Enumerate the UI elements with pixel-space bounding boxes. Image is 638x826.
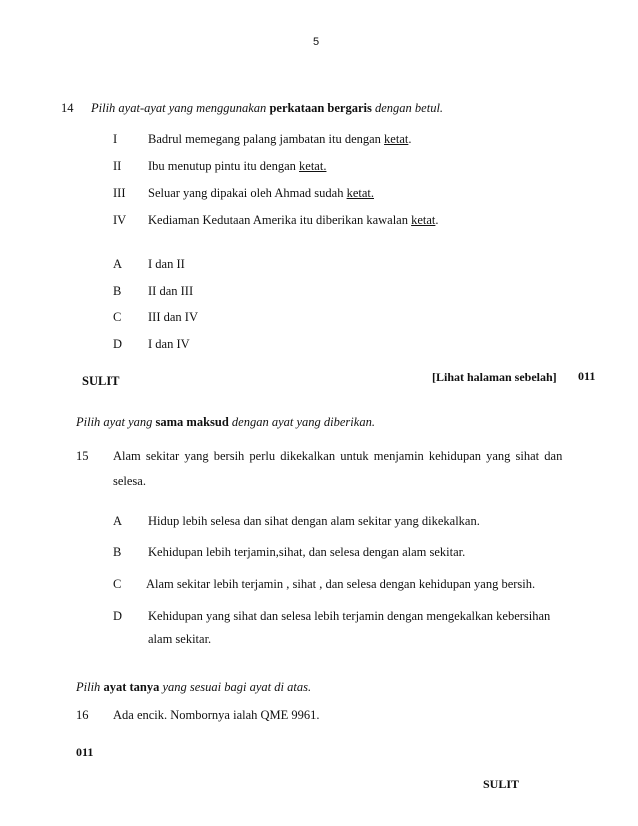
- paper-code: 011: [76, 745, 94, 759]
- q15-option-text: Kehidupan lebih terjamin,sihat, dan selesa dengan alam sekitar.: [148, 545, 466, 559]
- q15-option-label: B: [113, 545, 122, 559]
- q14-instruction-post: dengan betul.: [375, 101, 444, 115]
- question-16-text: Ada encik. Nombornya ialah QME 9961.: [113, 708, 320, 722]
- q14-statement: [148, 159, 326, 174]
- q15-option-text: Alam sekitar lebih terjamin , sihat , dan selesa dengan kehidupan yang bersih.: [146, 577, 536, 591]
- q15-option-text: Hidup lebih selesa dan sihat dengan alam sekitar yang dikekalkan.: [148, 514, 480, 528]
- underlined-word: ketat.: [299, 159, 327, 173]
- section-instruction: [76, 415, 375, 430]
- section-instruction: [76, 680, 311, 695]
- q14-option-label: C: [113, 310, 122, 324]
- question-15-text-cont: selesa.: [113, 474, 146, 488]
- q14-statement-label: IV: [113, 213, 127, 227]
- sulit-mark: SULIT: [82, 374, 120, 388]
- q14-instruction-bold: perkataan bergaris: [269, 101, 372, 115]
- statement-text: Seluar yang dipakai oleh Ahmad sudah: [148, 186, 344, 200]
- q14-statement-label: I: [113, 132, 118, 146]
- statement-end: .: [408, 132, 412, 146]
- q14-option-label: D: [113, 337, 123, 351]
- instruction-pre: Pilih ayat yang: [76, 415, 153, 429]
- question-16-number: 16: [76, 708, 89, 722]
- underlined-word: ketat: [411, 213, 436, 227]
- question-15-number: 15: [76, 449, 89, 463]
- q14-statement-label: II: [113, 159, 122, 173]
- q14-statement: [148, 132, 411, 147]
- next-page-note: [Lihat halaman sebelah]: [432, 370, 557, 384]
- q15-option-text: Kehidupan yang sihat dan selesa lebih terjamin dengan mengekalkan kebersihan: [148, 609, 551, 623]
- question-14-instruction: [91, 101, 443, 116]
- instruction-post: dengan ayat yang diberikan.: [231, 415, 375, 429]
- instruction-bold: sama maksud: [155, 415, 229, 429]
- page-number: 5: [313, 36, 320, 48]
- q14-statement: [148, 213, 439, 228]
- question-14-number: 14: [61, 101, 74, 115]
- statement-text: Ibu menutup pintu itu dengan: [148, 159, 296, 173]
- instruction-bold: ayat tanya: [103, 680, 160, 694]
- q15-option-label: D: [113, 609, 123, 623]
- q14-option-label: A: [113, 257, 123, 271]
- q14-instruction-pre: Pilih ayat-ayat yang menggunakan: [91, 101, 267, 115]
- q15-option-label: A: [113, 514, 123, 528]
- statement-text: Kediaman Kedutaan Amerika itu diberikan kawalan: [148, 213, 408, 227]
- q14-option-label: B: [113, 284, 122, 298]
- statement-text: Badrul memegang palang jambatan itu dengan: [148, 132, 381, 146]
- instruction-post: yang sesuai bagi ayat di atas.: [162, 680, 312, 694]
- q15-option-label: C: [113, 577, 122, 591]
- sulit-mark: SULIT: [483, 777, 520, 791]
- q14-statement: [148, 186, 374, 201]
- statement-end: .: [435, 213, 439, 227]
- question-15-text: Alam sekitar yang bersih perlu dikekalkan untuk menjamin kehidupan yang sihat dan: [113, 449, 563, 463]
- underlined-word: ketat: [384, 132, 409, 146]
- q14-option-text: I dan II: [148, 257, 185, 271]
- q14-option-text: II dan III: [148, 284, 194, 298]
- q14-statement-label: III: [113, 186, 126, 200]
- instruction-pre: Pilih: [76, 680, 101, 694]
- paper-code: 011: [578, 369, 596, 383]
- q14-option-text: III dan IV: [148, 310, 198, 324]
- underlined-word: ketat.: [346, 186, 374, 200]
- q14-option-text: I dan IV: [148, 337, 190, 351]
- q15-option-text-cont: alam sekitar.: [148, 632, 212, 646]
